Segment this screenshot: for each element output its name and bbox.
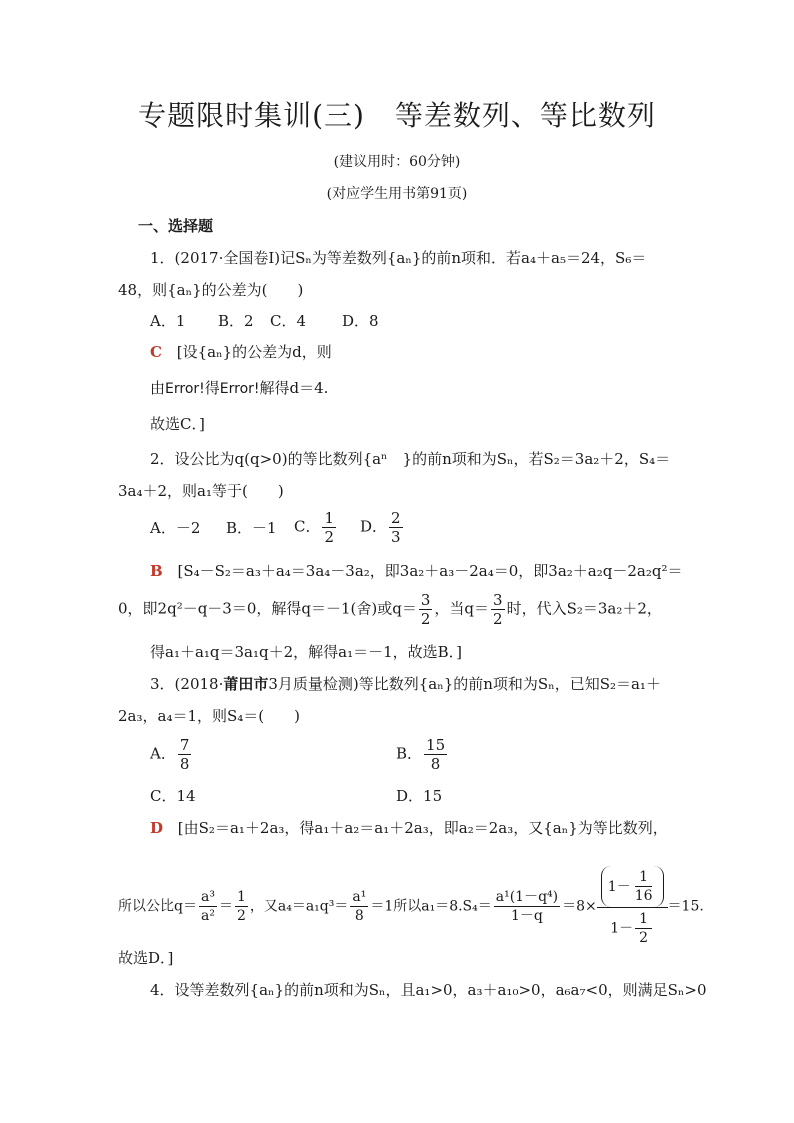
q3-sol2-e: ＝15.: [667, 898, 704, 915]
q2-sol2-c: 时，代入S₂＝3a₂＋2，: [506, 599, 662, 618]
q3-sol2-frac1-num: a³: [200, 889, 215, 905]
q2-c-numerator: 1: [324, 509, 335, 527]
q2-sol2-b: ，当q＝: [434, 599, 490, 618]
q3-option-c: C．14: [150, 787, 196, 805]
q2-d-denominator: 3: [391, 528, 401, 546]
q2-option-c: [294, 509, 338, 546]
title-topic: 等差数列、等比数列: [394, 99, 656, 132]
q2-sol2-frac1: [419, 591, 433, 628]
q2-sol2-a: 0，即2q²－q－3＝0，解得q＝－1(舍)或q＝: [118, 599, 417, 618]
q3-solution-text1: [由S₂＝a₁＋2a₃，得a₁＋a₂＝a₁＋2a₃，即a₂＝2a₃，又{aₙ}为等比数列，: [177, 819, 668, 837]
q2-option-d: [360, 509, 405, 546]
q3-compound-top-den: 16: [634, 888, 653, 904]
q3-option-a-label: A．: [150, 744, 176, 763]
q2-sol2-frac1-den: 2: [420, 610, 431, 628]
q1-stem-line2: 48，则{aₙ}的公差为( ): [118, 281, 304, 299]
q3-sol2-frac2-num: 1: [236, 889, 246, 905]
q3-sol2-c: ＝1所以a₁＝8.S₄＝: [370, 898, 492, 915]
q2-sol2-frac2-den: 2: [493, 610, 503, 628]
q3-option-a: [150, 736, 193, 773]
q3-stem-bold: 莆田市: [223, 675, 269, 693]
q2-option-a: A．－2: [150, 519, 201, 537]
q3-sol2-b: ，又a₄＝a₁q³＝: [249, 898, 349, 915]
q2-stem-line2: 3a₄＋2，则a₁等于( ): [118, 482, 284, 500]
q3-sol2-d: ＝8×: [562, 898, 597, 915]
q3-compound-top-frac: [633, 868, 655, 905]
q1-option-b: B．2: [218, 312, 254, 330]
q3-stem-b: 3月质量检测)等比数列{aₙ}的前n项和为Sₙ，已知S₂＝a₁＋: [268, 675, 661, 693]
q3-sol2-frac2: [235, 888, 248, 925]
q2-option-d-fraction: [389, 509, 403, 546]
q3-compound-numerator: [597, 866, 668, 908]
q1-sol2-pre: 由: [150, 379, 166, 397]
section-heading: 一、选择题: [138, 217, 214, 235]
q3-option-b: [396, 736, 449, 773]
q2-answer: B: [150, 562, 163, 580]
q3-sol2-frac4: [494, 888, 560, 925]
q3-b-denominator: 8: [430, 755, 441, 773]
page-reference: (对应学生用书第91页): [326, 186, 468, 202]
q2-option-c-label: C．: [294, 517, 321, 536]
q3-compound-paren: [601, 866, 664, 907]
time-note: (建议用时：60分钟): [333, 154, 461, 170]
q2-sol2-frac2: [491, 591, 505, 628]
q1-sol2-error1: Error!: [165, 381, 205, 397]
q3-sol2-frac4-den: 1－q: [511, 908, 543, 924]
q2-solution-line2: [118, 591, 662, 628]
q3-a-numerator: 7: [179, 736, 190, 754]
q2-c-denominator: 2: [324, 528, 335, 546]
q3-sol2-frac3-num: a¹: [352, 889, 367, 905]
q3-sol2-compound-fraction: [597, 866, 668, 947]
q3-compound-bot-den: 2: [639, 930, 649, 946]
q2-sol2-frac1-num: 3: [420, 591, 431, 609]
q3-sol2-frac1: [199, 888, 217, 925]
q3-compound-denominator: [610, 908, 654, 947]
q1-solution-line2: [150, 378, 328, 399]
q1-stem-line1: 1．(2017·全国卷Ⅰ)记Sₙ为等差数列{aₙ}的前n项和．若a₄＋a₅＝24，S₆＝: [150, 249, 647, 267]
q3-sol2-frac2-den: 2: [236, 908, 246, 924]
q2-solution-line1: [150, 561, 682, 581]
q3-stem-line2: 2a₃，a₄＝1，则S₄＝( ): [118, 707, 300, 725]
q1-answer: C: [150, 343, 162, 361]
q1-solution-line3: 故选C．]: [150, 415, 205, 433]
q2-option-c-fraction: [322, 509, 336, 546]
q3-stem-a: 3．(2018·: [150, 675, 224, 693]
q3-compound-bot-frac: [635, 910, 652, 947]
q3-sol2-a: 所以公比q＝: [118, 898, 197, 915]
q1-sol2-post: 解得d＝4.: [259, 379, 329, 397]
q2-stem-line1: 2．设公比为q(q>0)的等比数列{aⁿ }的前n项和为Sₙ，若S₂＝3a₂＋2，S₄＝: [150, 450, 671, 468]
q2-solution-text1: [S₄－S₂＝a₃＋a₄＝3a₄－3a₂，即3a₂＋a₃－2a₄＝0，即3a₂＋a₂q－2a₂q²＝: [177, 562, 683, 580]
q2-d-numerator: 2: [391, 509, 401, 527]
q2-solution-line3: 得a₁＋a₁q＝3a₁q＋2，解得a₁＝－1，故选B．]: [150, 643, 463, 661]
q3-option-d: D．15: [396, 787, 443, 805]
q3-answer: D: [150, 819, 164, 837]
q1-solution-text1: [设{aₙ}的公差为d，则: [176, 343, 332, 361]
q2-option-d-label: D．: [360, 517, 388, 536]
q1-solution-line1: [150, 342, 332, 362]
q2-sol2-frac2-num: 3: [493, 591, 503, 609]
q3-option-a-fraction: [178, 736, 192, 773]
q3-compound-top-text: 1－: [607, 878, 631, 895]
q1-sol2-mid: 得: [204, 379, 220, 397]
q3-compound-top-num: 1: [635, 868, 652, 887]
q3-solution-line1: [150, 818, 668, 838]
q3-option-b-label: B．: [396, 744, 423, 763]
q1-option-d: D．8: [342, 312, 379, 330]
q1-option-a: A．1: [150, 312, 186, 330]
q3-compound-bot-text: 1－: [610, 920, 634, 937]
q2-option-b: B．－1: [226, 519, 277, 537]
q4-stem-line1: 4．设等差数列{aₙ}的前n项和为Sₙ，且a₁>0，a₃＋a₁₀>0，a₆a₇<0，则满足Sₙ>0: [150, 981, 707, 999]
q3-sol2-frac1-den: a²: [200, 908, 215, 924]
q3-sol2-frac3-den: 8: [354, 908, 364, 924]
q3-b-numerator: 15: [426, 736, 446, 754]
q3-solution-line3: 故选D．]: [118, 949, 174, 967]
q3-sol2-frac3: [350, 888, 368, 925]
title-main: 专题限时集训(三): [138, 99, 365, 132]
q3-solution-line2: [118, 866, 704, 947]
q3-sol2-frac4-num: a¹(1－q⁴): [495, 889, 559, 905]
q3-sol2-eq: ＝: [218, 898, 233, 915]
q3-option-b-fraction: [424, 736, 447, 773]
q3-stem-line1: [150, 674, 661, 694]
q3-a-denominator: 8: [179, 755, 190, 773]
q1-sol2-error2: Error!: [219, 381, 260, 397]
page-title: [0, 96, 794, 136]
q3-compound-bot-num: 1: [635, 910, 652, 929]
q1-option-c: C．4: [270, 312, 307, 330]
